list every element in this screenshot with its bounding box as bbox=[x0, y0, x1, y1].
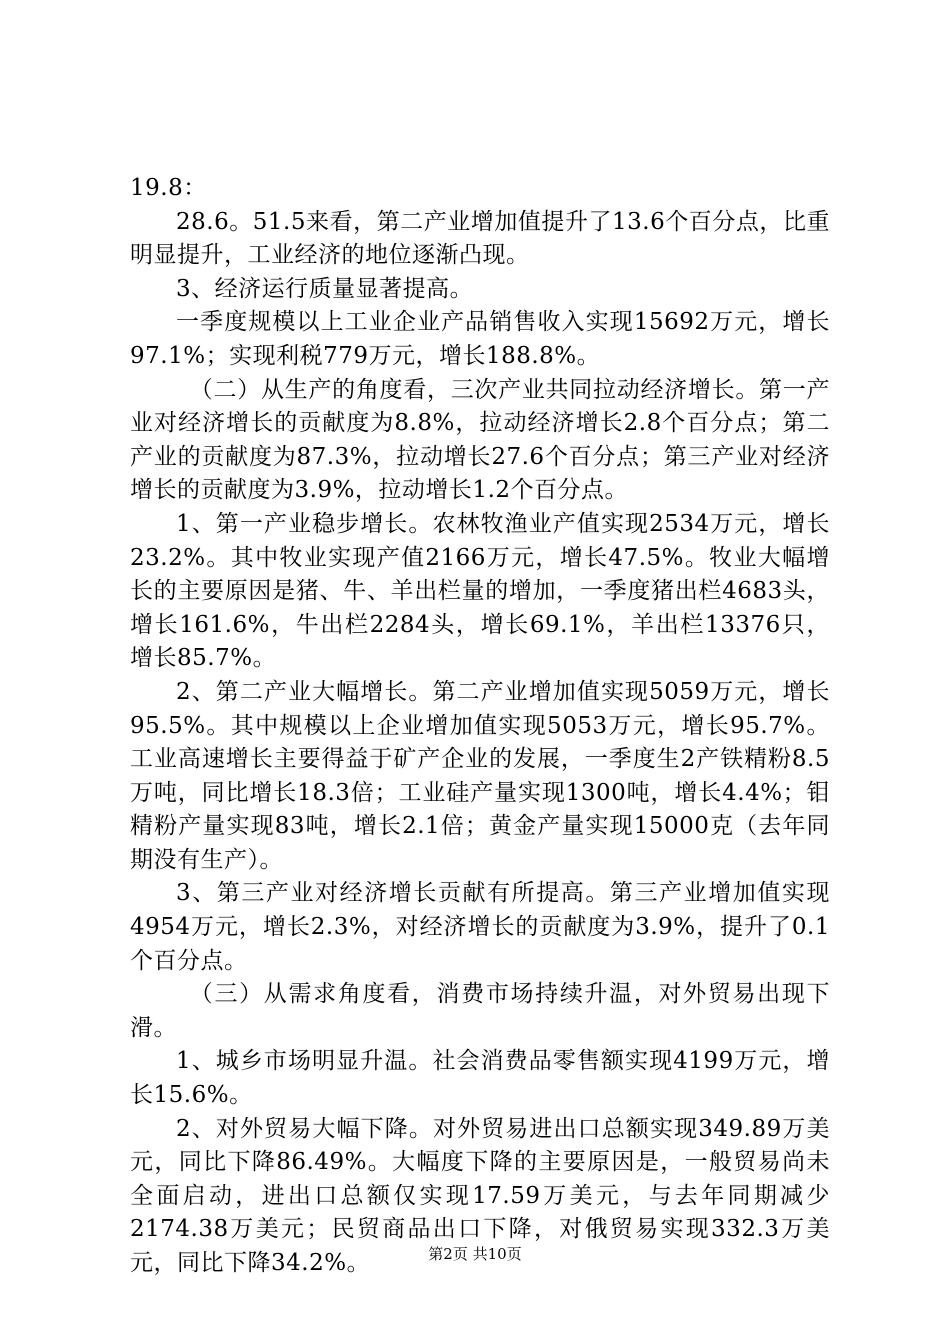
paragraph-foreign-trade: 2、对外贸易大幅下降。对外贸易进出口总额实现349.89万美元，同比下降86.49%。大幅度下降的主要原因是，一般贸易尚未全面启动，进出口总额仅实现17.59万美元，与去年同期减少2174.38万美元；民贸商品出口下降，对俄贸易实现332.3万美元，同比下降34.2%。 bbox=[130, 1115, 830, 1276]
paragraph-secondary-industry: 2、第二产业大幅增长。第二产业增加值实现5059万元，增长95.5%。其中规模以上企业增加值实现5053万元，增长95.7%。工业高速增长主要得益于矿产企业的发展，一季度生2产铁精粉8.5万吨，同比增长18.3倍；工业硅产量实现1300吨，增长4.4%；钼精粉产量实现83吨，增长2.1倍；黄金产量实现15000克（去年同期没有生产）。 bbox=[130, 678, 830, 873]
paragraph-tertiary-industry: 3、第三产业对经济增长贡献有所提高。第三产业增加值实现4954万元，增长2.3%，对经济增长的贡献度为3.9%，提升了0.1个百分点。 bbox=[130, 880, 830, 974]
page-footer: 第2页 共10页 bbox=[428, 1245, 522, 1263]
paragraph-primary-industry: 1、第一产业稳步增长。农林牧渔业产值实现2534万元，增长23.2%。其中牧业实现产值2166万元，增长47.5%。牧业大幅增长的主要原因是猪、牛、羊出栏量的增加，一季度猪出栏4683头，增长161.6%，牛出栏2284头，增长69.1%，羊出栏13376只，增长85.7%。 bbox=[130, 510, 830, 672]
heading-production: （二）从生产的角度看，三次产业共同拉动经济增长。第一产业对经济增长的贡献度为8.8%，拉动经济增长2.8个百分点；第二产业的贡献度为87.3%，拉动增长27.6个百分点；第三产业对经济增长的贡献度为3.9%，拉动增长1.2个百分点。 bbox=[130, 376, 830, 504]
heading-demand: （三）从需求角度看，消费市场持续升温，对外贸易出现下滑。 bbox=[130, 981, 830, 1041]
paragraph-industry-share: 28.6。51.5来看，第二产业增加值提升了13.6个百分点，比重明显提升，工业经济的地位逐渐凸现。 bbox=[130, 208, 830, 269]
document-body bbox=[130, 172, 830, 1281]
paragraph-sales-revenue: 一季度规模以上工业企业产品销售收入实现15692万元，增长97.1%；实现利税779万元，增长188.8%。 bbox=[130, 309, 830, 369]
paragraph-continuation: 19.8： bbox=[130, 175, 207, 201]
paragraph-consumer-market: 1、城乡市场明显升温。社会消费品零售额实现4199万元，增长15.6%。 bbox=[130, 1048, 830, 1109]
heading-quality: 3、经济运行质量显著提高。 bbox=[176, 275, 474, 302]
